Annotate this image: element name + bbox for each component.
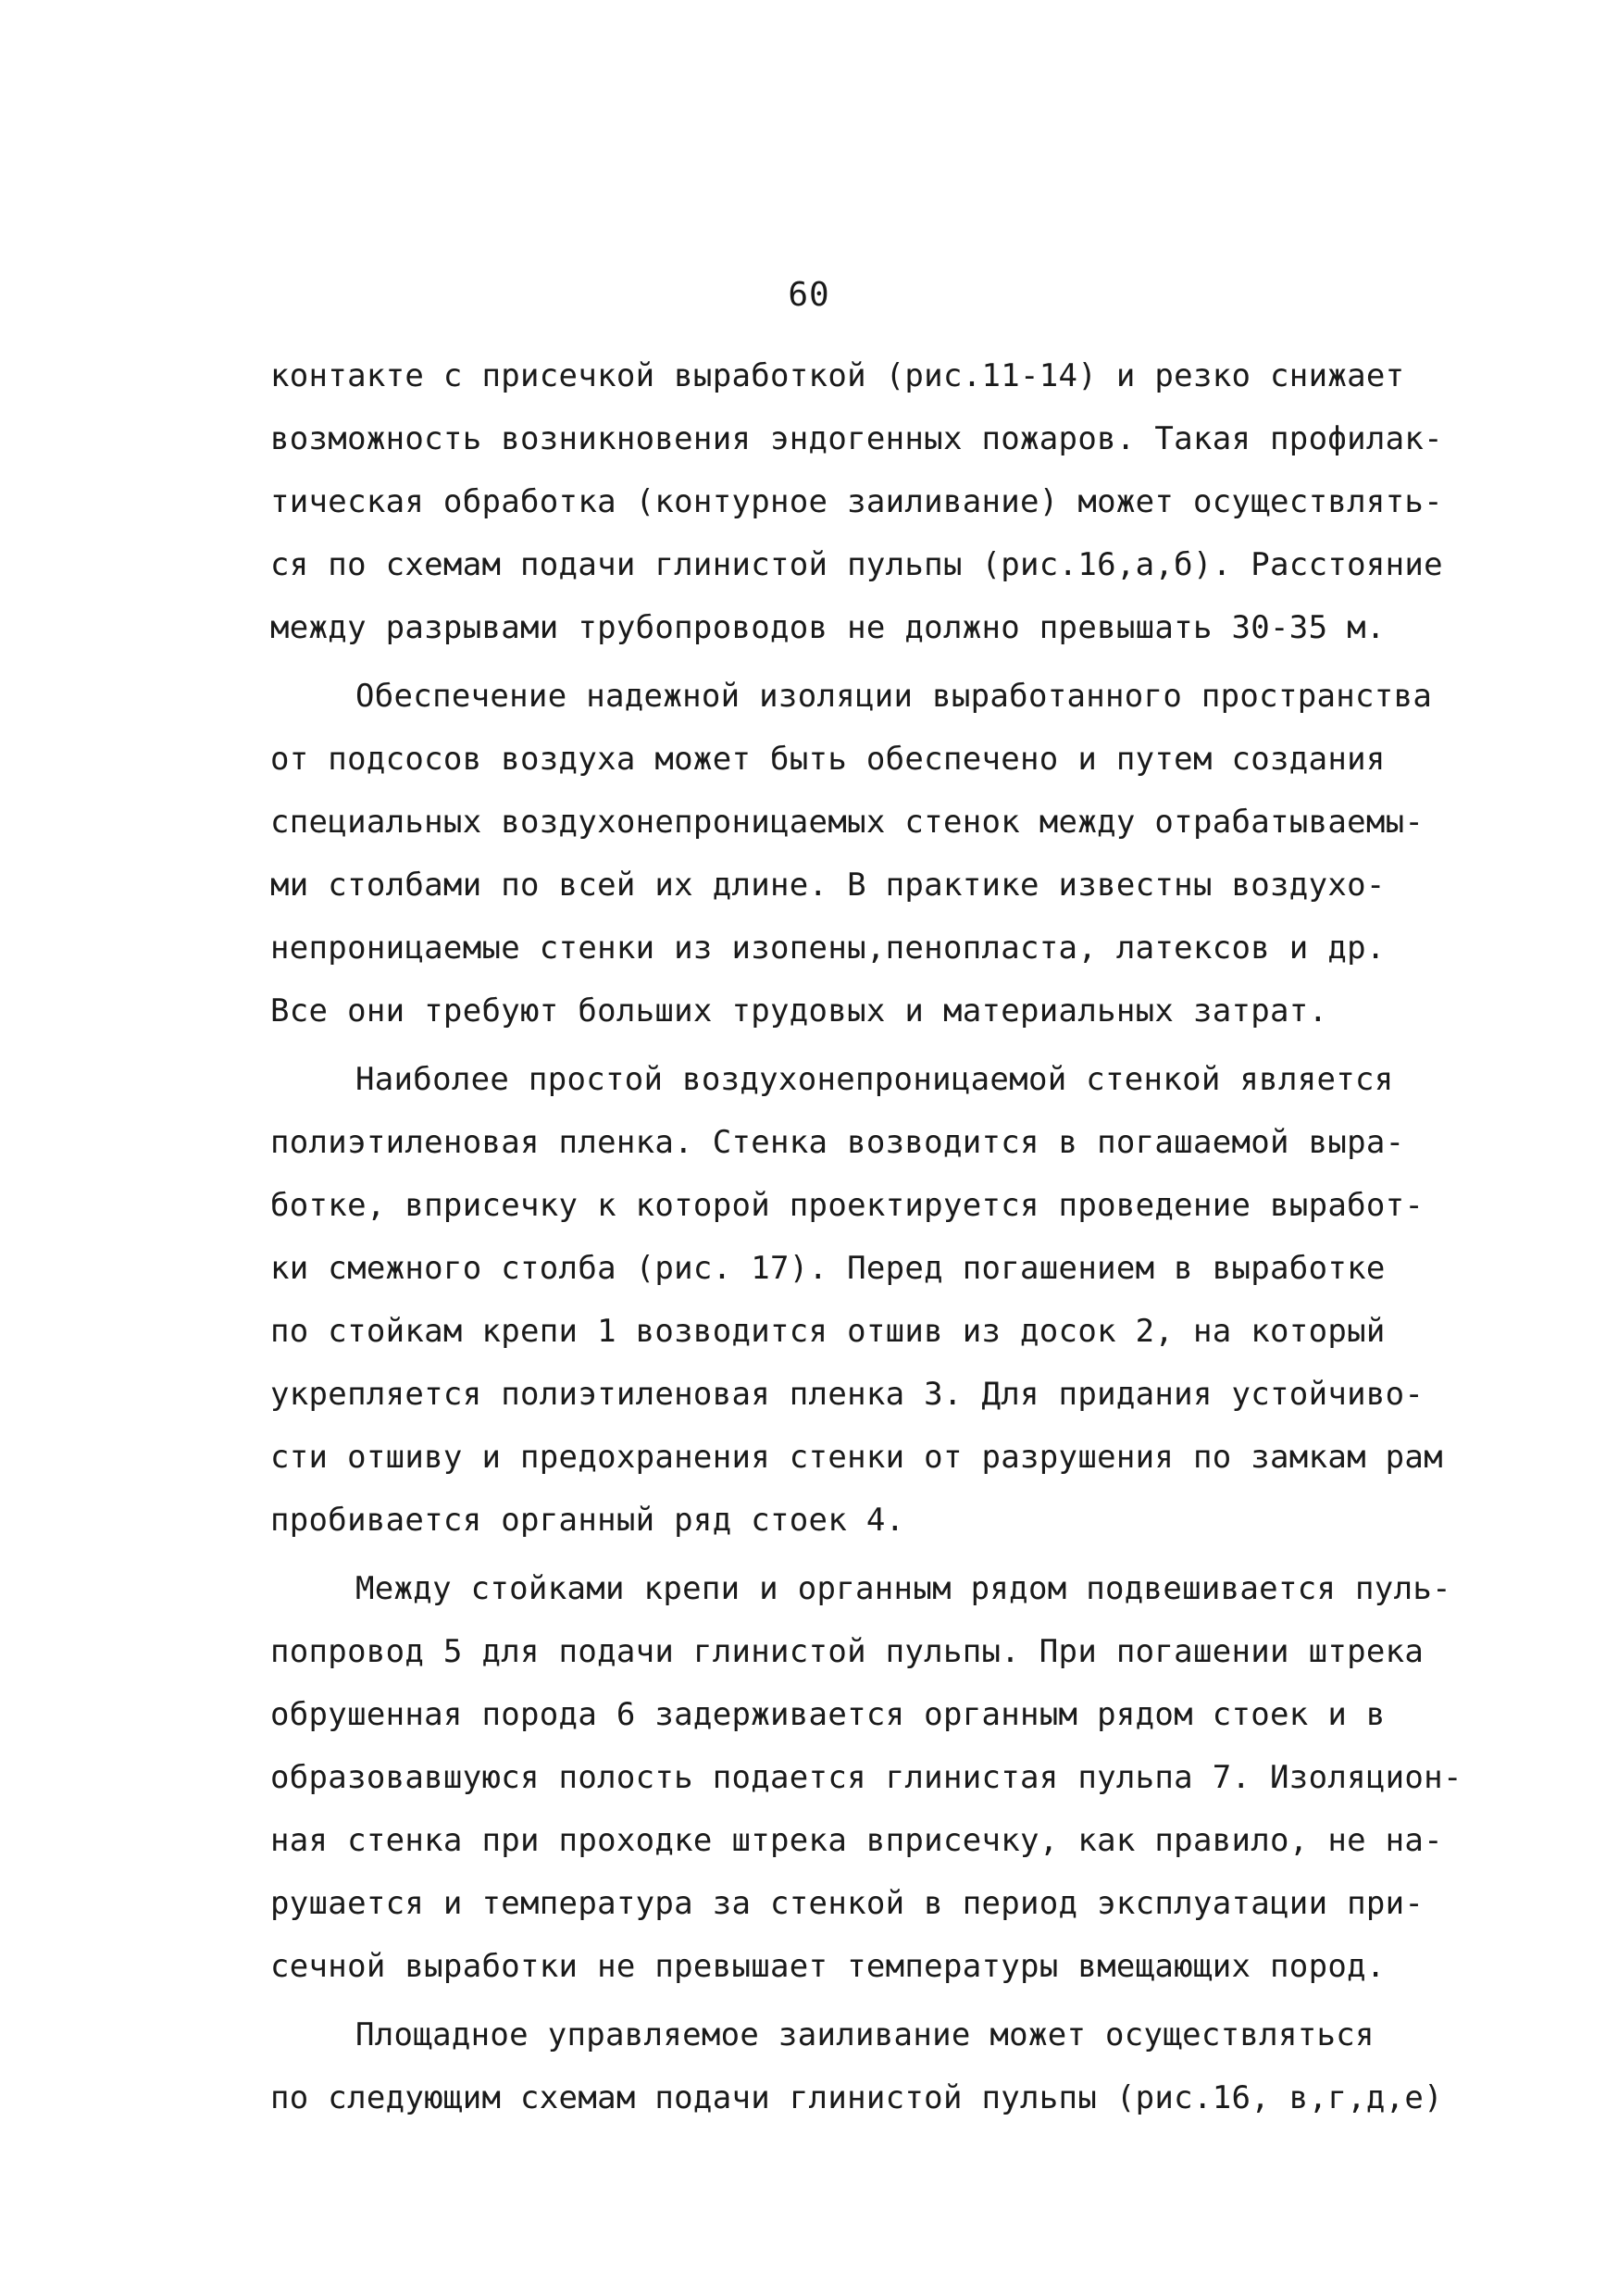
text-line: полиэтиленовая пленка. Стенка возводится в погашаемой выра- bbox=[270, 1124, 1405, 1161]
body-text bbox=[270, 344, 1462, 2129]
text-line: обрушенная порода 6 задерживается органным рядом стоек и в bbox=[270, 1696, 1386, 1733]
text-line: Площадное управляемое заиливание может осуществляться bbox=[355, 2016, 1375, 2053]
page-number: 60 bbox=[788, 276, 830, 314]
text-line: контакте с присечкой выработкой (рис.11-14) и резко снижает bbox=[270, 357, 1405, 394]
text-line: ки смежного столба (рис. 17). Перед погашением в выработке bbox=[270, 1250, 1386, 1287]
text-line: ся по схемам подачи глинистой пульпы (рис.16,а,б). Расстояние bbox=[270, 546, 1443, 583]
text-line: возможность возникновения эндогенных пожаров. Такая профилак- bbox=[270, 420, 1443, 457]
text-line: пробивается органный ряд стоек 4. bbox=[270, 1502, 905, 1539]
text-line: Обеспечение надежной изоляции выработанного пространства bbox=[355, 678, 1433, 715]
text-line: ботке, вприсечку к которой проектируется проведение выработ- bbox=[270, 1187, 1425, 1224]
paragraph bbox=[270, 1048, 1443, 1552]
text-line: специальных воздухонепроницаемых стенок между отрабатываемы- bbox=[270, 804, 1425, 841]
paragraph bbox=[270, 344, 1443, 659]
text-line: Между стойками крепи и органным рядом подвешивается пуль- bbox=[355, 1570, 1451, 1607]
text-line: образовавшуюся полость подается глинистая пульпа 7. Изоляцион- bbox=[270, 1759, 1462, 1796]
text-line: Все они требуют больших трудовых и материальных затрат. bbox=[270, 992, 1328, 1029]
text-line: тическая обработка (контурное заиливание) может осуществлять- bbox=[270, 483, 1443, 520]
text-line: от подсосов воздуха может быть обеспечено и путем создания bbox=[270, 741, 1386, 778]
text-line: ми столбами по всей их длине. В практике известны воздухо- bbox=[270, 867, 1386, 904]
paragraph bbox=[270, 665, 1433, 1042]
text-line: по стойкам крепи 1 возводится отшив из досок 2, на который bbox=[270, 1313, 1386, 1350]
text-line: между разрывами трубопроводов не должно превышать 30-35 м. bbox=[270, 609, 1386, 646]
paragraph bbox=[270, 2003, 1443, 2129]
text-line: сти отшиву и предохранения стенки от разрушения по замкам рам bbox=[270, 1439, 1443, 1476]
text-line: Наиболее простой воздухонепроницаемой стенкой является bbox=[355, 1061, 1394, 1098]
text-line: укрепляется полиэтиленовая пленка 3. Для придания устойчиво- bbox=[270, 1376, 1425, 1413]
paragraph bbox=[270, 1557, 1462, 1998]
text-line: по следующим схемам подачи глинистой пульпы (рис.16, в,г,д,е) bbox=[270, 2079, 1443, 2116]
text-line: сечной выработки не превышает температуры вмещающих пород. bbox=[270, 1948, 1386, 1985]
text-line: попровод 5 для подачи глинистой пульпы. При погашении штрека bbox=[270, 1633, 1425, 1670]
text-line: ная стенка при проходке штрека вприсечку, как правило, не на- bbox=[270, 1822, 1443, 1859]
text-line: рушается и температура за стенкой в период эксплуатации при- bbox=[270, 1885, 1425, 1922]
text-line: непроницаемые стенки из изопены,пенопласта, латексов и др. bbox=[270, 930, 1386, 967]
